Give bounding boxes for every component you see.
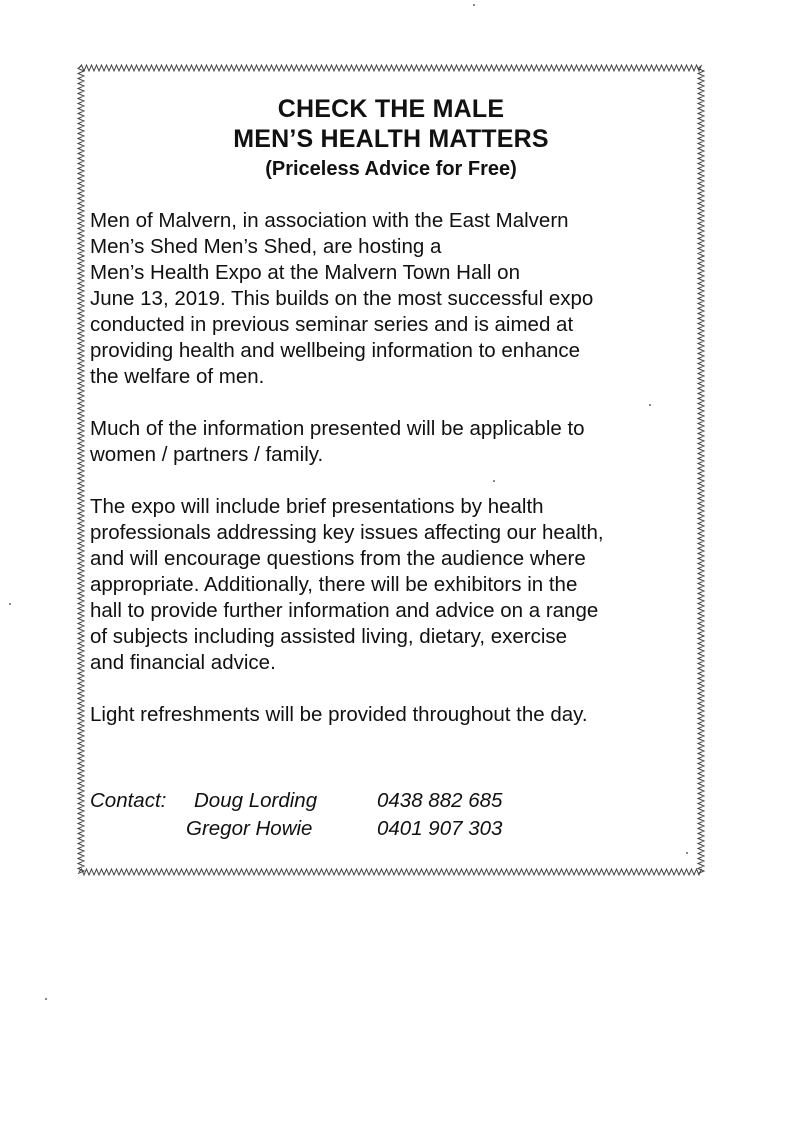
flyer-frame xyxy=(75,62,707,878)
text-line: providing health and wellbeing information to enhance xyxy=(90,339,581,362)
text-line: Men of Malvern, in association with the East Malvern xyxy=(90,209,569,232)
contact-name: Doug Lording xyxy=(194,789,318,812)
text-line: and will encourage questions from the audience where xyxy=(90,547,586,570)
flyer-body xyxy=(90,208,700,754)
contact-row xyxy=(90,816,700,844)
contact-row xyxy=(90,788,700,816)
text-line: Much of the information presented will be applicable to xyxy=(90,417,585,440)
scan-speck xyxy=(9,603,11,605)
text-line: appropriate. Additionally, there will be exhibitors in the xyxy=(90,573,578,596)
scan-speck xyxy=(45,998,47,1000)
scan-speck xyxy=(473,4,475,6)
paragraph-refreshments xyxy=(90,702,700,728)
text-line: the welfare of men. xyxy=(90,365,265,388)
title-line-2: MEN’S HEALTH MATTERS xyxy=(233,125,549,153)
title-line-1: CHECK THE MALE xyxy=(277,95,505,123)
text-line: professionals addressing key issues affecting our health, xyxy=(90,521,604,544)
subtitle: (Priceless Advice for Free) xyxy=(265,158,517,180)
contact-phone: 0438 882 685 xyxy=(377,789,503,812)
paragraph-program xyxy=(90,494,700,676)
text-line: of subjects including assisted living, dietary, exercise xyxy=(90,625,568,648)
contact-block xyxy=(90,788,700,844)
text-line: Light refreshments will be provided throughout the day. xyxy=(90,703,588,726)
text-line: women / partners / family. xyxy=(90,443,324,466)
flyer-header xyxy=(75,94,707,182)
text-line: Men’s Health Expo at the Malvern Town Hall on xyxy=(90,261,520,284)
text-line: June 13, 2019. This builds on the most successful expo xyxy=(90,287,594,310)
contact-phone: 0401 907 303 xyxy=(377,817,503,840)
scan-speck xyxy=(493,480,495,482)
paragraph-audience xyxy=(90,416,700,468)
text-line: conducted in previous seminar series and is aimed at xyxy=(90,313,574,336)
contact-name: Gregor Howie xyxy=(186,817,313,840)
text-line: and financial advice. xyxy=(90,651,276,674)
text-line: hall to provide further information and advice on a range xyxy=(90,599,599,622)
scan-speck xyxy=(649,404,651,406)
contact-label: Contact: xyxy=(90,789,167,812)
scan-speck xyxy=(686,852,688,854)
text-line: Men’s Shed Men’s Shed, are hosting a xyxy=(90,235,442,258)
text-line: The expo will include brief presentations by health xyxy=(90,495,544,518)
paragraph-intro xyxy=(90,208,700,390)
